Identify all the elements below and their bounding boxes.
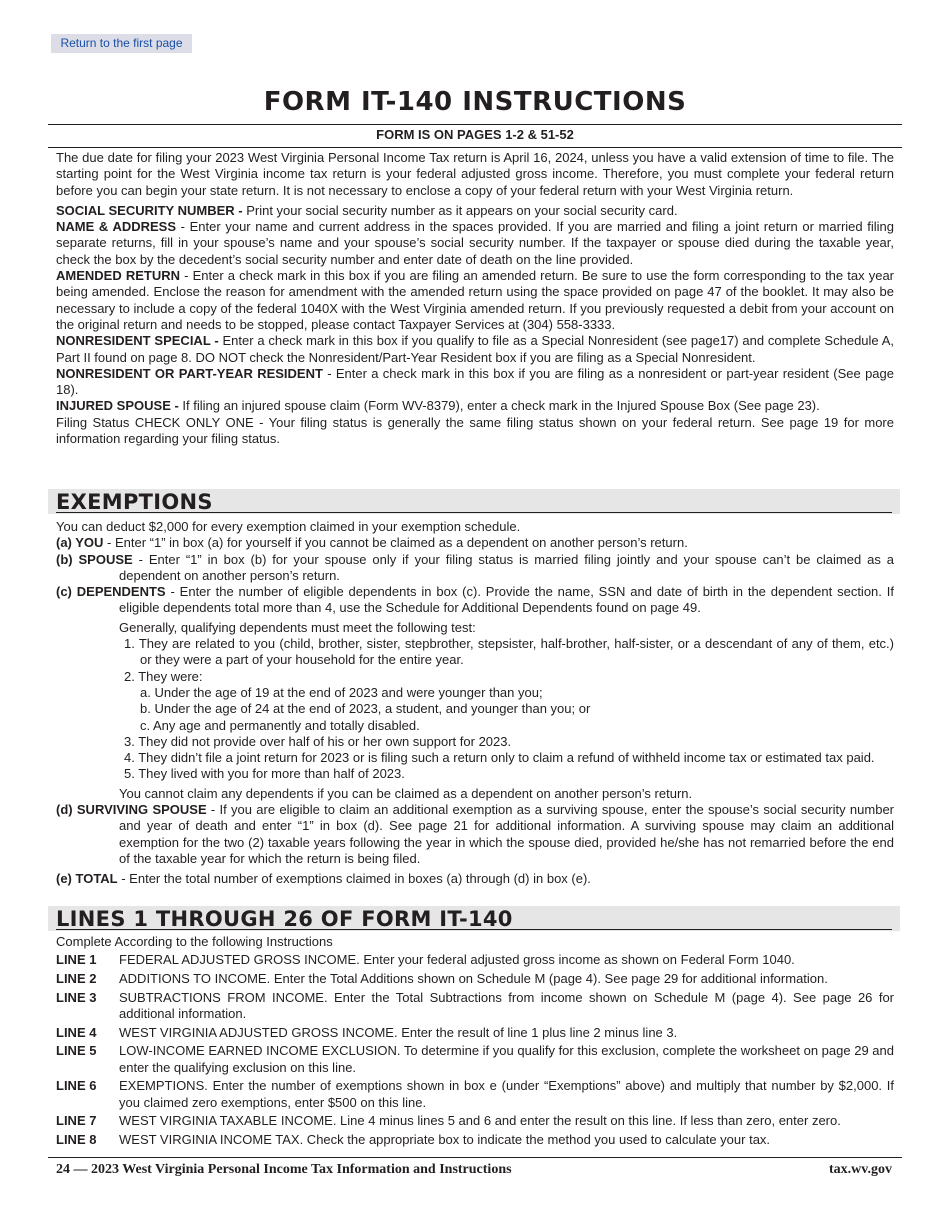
- line-item: [56, 1132, 894, 1148]
- line-text: EXEMPTIONS. Enter the number of exemptions shown in box e (under “Exemptions” above) and multiply that number by $2,000. If you claimed zero exemptions, enter $500 on this line.: [119, 1078, 894, 1110]
- dependent-subtest-item: a. Under the age of 19 at the end of 2023 and were younger than you;: [140, 684, 543, 700]
- dependent-test-item: 4. They didn’t file a joint return for 2023 or is filing such a return only to claim a refund of withheld income tax or estimated tax paid.: [124, 750, 875, 766]
- exemptions-heading-rule: [56, 512, 892, 513]
- part-year-text: - Enter a check mark in this box if you are filing as a nonresident or part-year resident (See page 18).: [56, 365, 894, 398]
- ssn-text: Print your social security number as it appears on your social security card.: [242, 202, 678, 218]
- exemption-d-term: (d) SURVIVING SPOUSE: [56, 802, 207, 818]
- exemption-c-text: - Enter the number of eligible dependents in box (c). Provide the name, SSN and date of birth in the dependent section. If eligible dependents total more than 4, use the Schedule for Additional Dependents found on page 49.: [119, 584, 894, 616]
- nonresident-special-text: Enter a check mark in this box if you qualify to file as a Special Nonresident (see page17) and complete Schedule A, Part II found on page 8. DO NOT check the Nonresident/Part-Year Resident box if you are filing as a Special Nonresident.: [56, 333, 895, 365]
- line-item: [56, 1043, 894, 1076]
- exemption-a-term: (a) YOU: [56, 535, 104, 551]
- qualifying-dependents-intro: Generally, qualifying dependents must meet the following test:: [119, 619, 476, 635]
- lines-heading-rule: [56, 929, 892, 930]
- exemption-e-text: - Enter the total number of exemptions claimed in boxes (a) through (d) in box (e).: [117, 871, 591, 887]
- intro-paragraph: The due date for filing your 2023 West Virginia Personal Income Tax return is April 16, 2024, unless you have a valid extension of time to file. The starting point for the West Virginia income tax return is your federal adjusted gross income. Therefore, you must complete your federal return before you can begin your state return. It is not necessary to enclose a copy of your federal return with your West Virginia return.: [56, 150, 894, 198]
- line-text: LOW-INCOME EARNED INCOME EXCLUSION. To determine if you qualify for this exclusion, complete the worksheet on page 29 and enter the qualifying exclusion on this line.: [119, 1043, 894, 1075]
- line-item: [56, 990, 894, 1023]
- dependent-subtest-item: b. Under the age of 24 at the end of 2023, a student, and younger than you; or: [140, 701, 591, 717]
- line-item: [56, 1078, 894, 1111]
- title-rule: [48, 124, 902, 125]
- line-item: [56, 952, 894, 968]
- name-address-text: - Enter your name and current address in the spaces provided. If you are married and filing a joint return or married filing separate returns, fill in your spouse’s name and your spouse’s social security number. If the taxpayer or spouse died during the taxable year, check the box by the decedent’s social security number and enter date of death on the line provided.: [56, 219, 894, 267]
- ssn-paragraph: [56, 203, 894, 219]
- line-item: [56, 971, 894, 987]
- lines-section-header: [48, 906, 900, 931]
- dependent-test-item: 2. They were:: [124, 668, 203, 684]
- injured-spouse-text: If filing an injured spouse claim (Form WV-8379), enter a check mark in the Injured Spouse Box (See page 23).: [178, 398, 820, 414]
- name-address-paragraph: [56, 219, 894, 268]
- exemption-e: [56, 871, 894, 887]
- footer-website: tax.wv.gov: [829, 1162, 892, 1177]
- line-label: LINE 2: [56, 970, 97, 986]
- line-item: [56, 1025, 894, 1041]
- amended-return-text: - Enter a check mark in this box if you are filing an amended return. Be sure to use the form corresponding to the tax year being amended. Enclose the reason for amendment with the amended return using the space provided on page 47 of the booklet. It may also be necessary to include a copy of the federal 1040X with the West Virginia amended return. If you previously requested a debit from your account on the original return and needs to be stopped, please contact Taxpayer Services at (304) 558-3333.: [56, 268, 895, 332]
- line-label: LINE 7: [56, 1113, 97, 1129]
- amended-return-term: AMENDED RETURN: [56, 268, 181, 284]
- filing-status-paragraph: Filing Status CHECK ONLY ONE - Your filing status is generally the same filing status shown on your federal return. See page 19 for more information regarding your filing status.: [56, 414, 894, 447]
- exemptions-section-header: [48, 489, 900, 514]
- line-item: [56, 1113, 894, 1129]
- lines-section: [56, 934, 894, 1148]
- exemption-a: [56, 535, 894, 551]
- cannot-claim-note: You cannot claim any dependents if you can be claimed as a dependent on another person’s return.: [119, 785, 693, 801]
- injured-spouse-paragraph: [56, 398, 894, 414]
- dependent-test-item: 1. They are related to you (child, brother, sister, stepbrother, stepsister, half-brother, half-sister, or a descendant of any of them, etc.) or they were a part of your household for the entire year.: [124, 636, 894, 668]
- exemption-b: [56, 552, 894, 585]
- dependent-subtest-item: c. Any age and permanently and totally disabled.: [140, 717, 420, 733]
- exemptions-heading: EXEMPTIONS: [56, 490, 213, 514]
- part-year-paragraph: [56, 366, 894, 399]
- footer-page-info: 24 — 2023 West Virginia Personal Income Tax Information and Instructions: [56, 1162, 512, 1177]
- page-title: FORM IT-140 INSTRUCTIONS: [263, 87, 687, 117]
- return-to-first-page-button[interactable]: Return to the first page: [51, 34, 192, 53]
- footer-rule: [48, 1157, 902, 1158]
- exemption-c-term: (c) DEPENDENTS: [56, 584, 166, 600]
- intro-section: [56, 150, 894, 447]
- dependent-test-item: 5. They lived with you for more than half of 2023.: [124, 766, 405, 782]
- line-label: LINE 4: [56, 1024, 97, 1040]
- injured-spouse-term: INJURED SPOUSE -: [56, 398, 179, 414]
- exemption-b-text: - Enter “1” in box (b) for your spouse only if your filing status is married filing jointly and your spouse can’t be claimed as a dependent on another person’s return.: [119, 551, 894, 583]
- subtitle-rule: [48, 147, 902, 148]
- name-address-term: NAME & ADDRESS: [56, 219, 177, 235]
- line-text: WEST VIRGINIA INCOME TAX. Check the appropriate box to indicate the method you used to calculate your tax.: [119, 1132, 771, 1147]
- page-subtitle: FORM IS ON PAGES 1-2 & 51-52: [376, 127, 574, 142]
- exemption-e-term: (e) TOTAL: [56, 871, 118, 887]
- line-text: WEST VIRGINIA ADJUSTED GROSS INCOME. Enter the result of line 1 plus line 2 minus line 3.: [119, 1024, 678, 1040]
- nonresident-special-term: NONRESIDENT SPECIAL -: [56, 333, 219, 349]
- amended-return-paragraph: [56, 268, 894, 333]
- nonresident-special-paragraph: [56, 333, 894, 366]
- line-label: LINE 6: [56, 1078, 97, 1094]
- line-text: WEST VIRGINIA TAXABLE INCOME. Line 4 minus lines 5 and 6 and enter the result on this line. If less than zero, enter zero.: [119, 1113, 841, 1129]
- exemption-d-text: - If you are eligible to claim an additional exemption as a surviving spouse, enter the spouse’s social security number and year of death and enter “1” in box (d). See page 21 for additional information. A surviving spouse may claim an additional exemption for the two (2) taxable years following the year in which the spouse died, provided he/she has not remarried before the end of the taxable year for which the return is being filed.: [119, 802, 894, 866]
- lines-heading: LINES 1 THROUGH 26 OF FORM IT-140: [56, 907, 513, 931]
- part-year-term: NONRESIDENT OR PART-YEAR RESIDENT: [56, 365, 323, 381]
- exemption-b-term: (b) SPOUSE: [56, 551, 133, 567]
- exemption-a-text: - Enter “1” in box (a) for yourself if you cannot be claimed as a dependent on another person’s return.: [103, 535, 688, 551]
- line-label: LINE 5: [56, 1043, 97, 1059]
- exemption-d: [56, 802, 894, 867]
- ssn-term: SOCIAL SECURITY NUMBER -: [56, 202, 243, 218]
- line-text: SUBTRACTIONS FROM INCOME. Enter the Total Subtractions from income shown on Schedule M (page 4). See page 26 for additional information.: [119, 989, 894, 1021]
- line-label: LINE 3: [56, 989, 97, 1005]
- line-label: LINE 8: [56, 1132, 97, 1147]
- exemptions-section: [56, 519, 894, 888]
- dependent-test-item: 3. They did not provide over half of his or her own support for 2023.: [124, 733, 512, 749]
- exemptions-intro: You can deduct $2,000 for every exemption claimed in your exemption schedule.: [56, 519, 521, 534]
- line-text: ADDITIONS TO INCOME. Enter the Total Additions shown on Schedule M (page 4). See page 29 for additional information.: [119, 970, 828, 986]
- exemption-c: [56, 584, 894, 617]
- lines-intro: Complete According to the following Instructions: [56, 934, 333, 949]
- line-text: FEDERAL ADJUSTED GROSS INCOME. Enter your federal adjusted gross income as shown on Federal Form 1040.: [119, 952, 795, 968]
- line-label: LINE 1: [56, 952, 97, 968]
- page-footer: [56, 1160, 894, 1180]
